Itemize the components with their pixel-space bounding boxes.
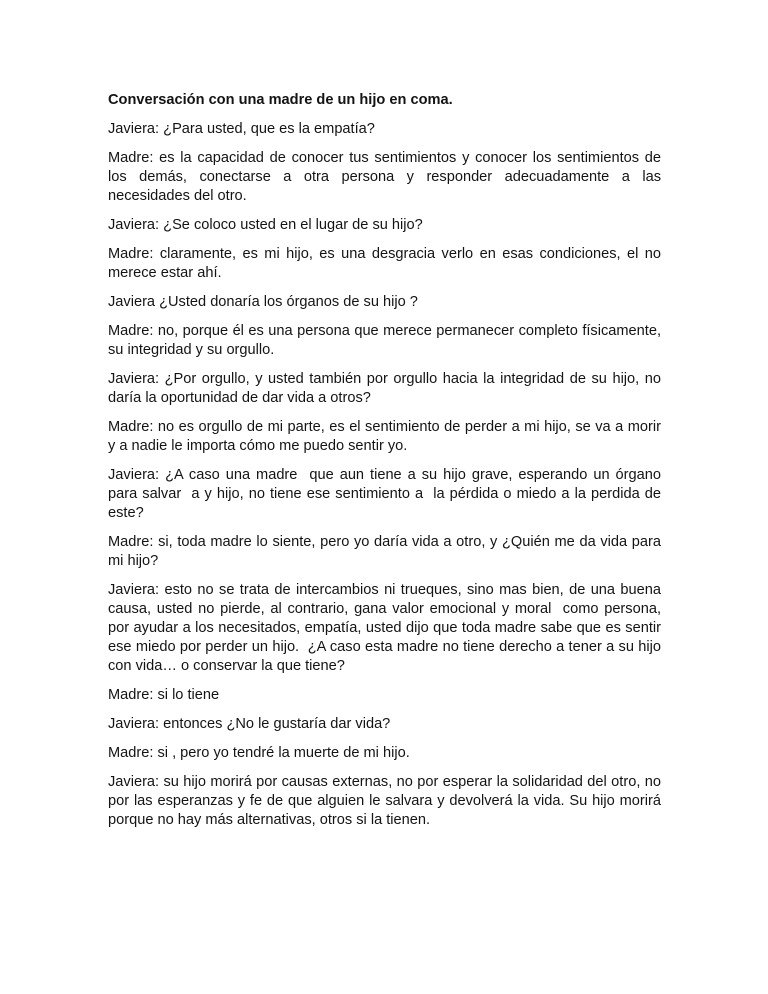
document-title: Conversación con una madre de un hijo en coma. [108,92,453,108]
dialogue-paragraph: Javiera: ¿A caso una madre que aun tiene a su hijo grave, esperando un órgano para salvar a y hijo, no tiene ese sentimiento a la pérdida o miedo a la perdida de este? [108,467,666,521]
dialogue-paragraph: Javiera: su hijo morirá por causas externas, no por esperar la solidaridad del otro, no por las esperanzas y fe de que alguien le salvara y devolverá la vida. Su hijo morirá porque no hay más alternativas, otros si la tienen. [108,774,666,828]
dialogue-paragraph: Javiera: ¿Por orgullo, y usted también por orgullo hacia la integridad de su hijo, no daría la oportunidad de dar vida a otros? [108,371,666,406]
dialogue-paragraph: Madre: si , pero yo tendré la muerte de mi hijo. [108,745,410,761]
dialogue-paragraph: Javiera: esto no se trata de intercambios ni trueques, sino mas bien, de una buena causa, usted no pierde, al contrario, gana valor emocional y moral como persona, por ayudar a los necesitados, empatía, usted dijo que toda madre sabe que es sentir ese miedo por perder un hijo. ¿A caso esta madre no tiene derecho a tener a su hijo con vida… o conservar la que tiene? [108,582,666,674]
document-body [108,91,666,840]
dialogue-paragraph: Javiera ¿Usted donaría los órganos de su hijo ? [108,294,418,310]
dialogue-paragraph: Madre: si, toda madre lo siente, pero yo daría vida a otro, y ¿Quién me da vida para mi hijo? [108,534,666,569]
dialogue-paragraph: Javiera: ¿Se coloco usted en el lugar de su hijo? [108,217,423,233]
dialogue-paragraph: Madre: es la capacidad de conocer tus sentimientos y conocer los sentimientos de los demás, conectarse a otra persona y responder adecuadamente a las necesidades del otro. [108,150,666,204]
dialogue-paragraph: Javiera: entonces ¿No le gustaría dar vida? [108,716,391,732]
dialogue-paragraph: Madre: claramente, es mi hijo, es una desgracia verlo en esas condiciones, el no merece estar ahí. [108,246,666,281]
dialogue-paragraph: Javiera: ¿Para usted, que es la empatía? [108,121,375,137]
dialogue-paragraph: Madre: si lo tiene [108,687,220,703]
dialogue-paragraph: Madre: no es orgullo de mi parte, es el sentimiento de perder a mi hijo, se va a morir y a nadie le importa cómo me puedo sentir yo. [108,419,666,454]
dialogue-paragraph: Madre: no, porque él es una persona que merece permanecer completo físicamente, su integridad y su orgullo. [108,323,666,358]
